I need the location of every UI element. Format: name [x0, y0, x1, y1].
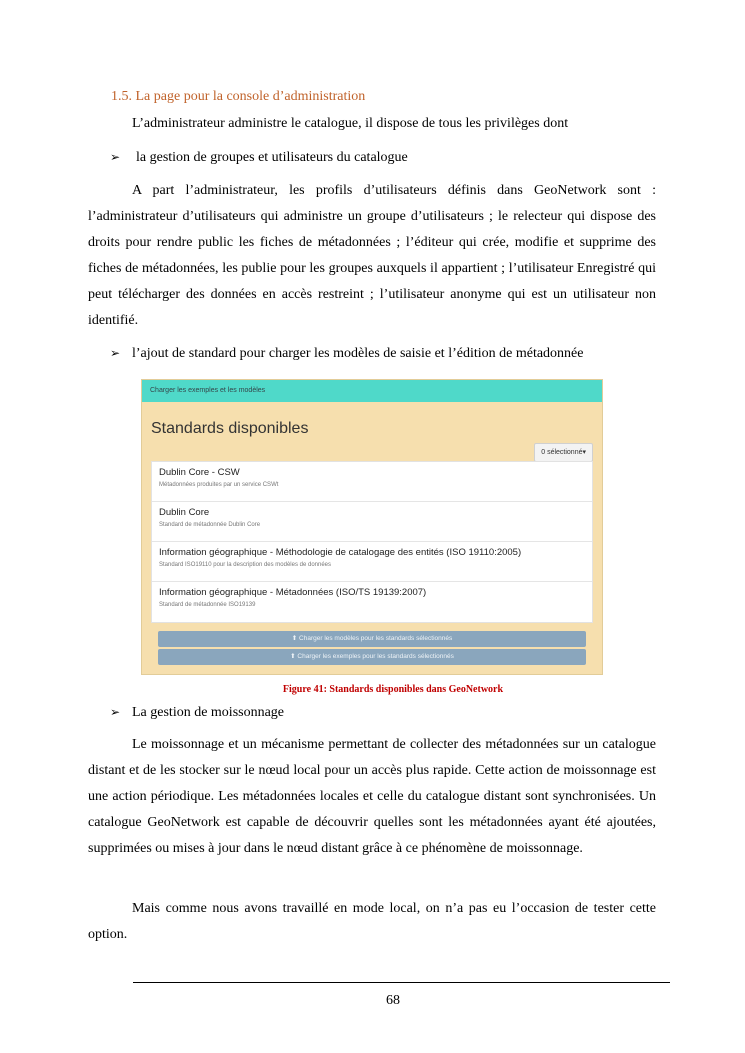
arrow-bullet-icon: ➢ — [110, 346, 121, 360]
standard-description: Standard ISO19110 pour la description des modèles de données — [159, 562, 332, 568]
local-paragraph — [88, 896, 656, 948]
arrow-bullet-icon: ➢ — [110, 705, 121, 719]
bullet-text: l’ajout de standard pour charger les modèles de saisie et l’édition de métadonnée — [132, 346, 584, 361]
profiles-text: A part l’administrateur, les profils d’utilisateurs définis dans GeoNetwork sont : l’administrateur d’utilisateurs qui administre un groupe d’utilisateurs ; le relecteur qui dispose des droits pour rendre public les fiches de métadonnées ; l’éditeur qui crée, modifie et supprime des fiches de métadonnées, les publie pour les groupes auxquels il appartient ; l’utilisateur Enregistré qui peut télécharger des données en accès restreint ; l’utilisateur anonyme qui est un utilisateur non identifié. — [88, 183, 656, 328]
harvest-text: Le moissonnage et un mécanisme permettant de collecter des métadonnées sur un catalogue distant et de les stocker sur le nœud local pour un accès plus rapide. Cette action de moissonnage est une action périodique. Les métadonnées locales et celle du catalogue distant sont synchronisées. Un catalogue GeoNetwork est capable de découvrir quelles sont les métadonnées ayant été ajoutées, supprimées ou mises à jour dans le nœud distant grâce à ce phénomène de moissonnage. — [88, 737, 656, 856]
standard-title: Dublin Core - CSW — [159, 467, 240, 478]
standard-title: Information géographique - Métadonnées (ISO/TS 19139:2007) — [159, 587, 427, 598]
standard-description: Métadonnées produites par un service CSWt — [159, 482, 279, 488]
standard-title: Information géographique - Méthodologie de catalogage des entités (ISO 19110:2005) — [159, 547, 522, 558]
harvest-paragraph — [88, 732, 656, 862]
arrow-bullet-icon: ➢ — [110, 150, 121, 164]
footer-rule — [133, 982, 670, 983]
local-text: Mais comme nous avons travaillé en mode local, on n’a pas eu l’occasion de tester cette option. — [88, 901, 656, 942]
screenshot-title: Standards disponibles — [151, 420, 309, 437]
standards-list — [151, 461, 593, 623]
list-item[interactable] — [152, 462, 592, 502]
bullet-text: la gestion de groupes et utilisateurs du catalogue — [136, 150, 408, 165]
upload-icon: ⬆ — [290, 653, 296, 660]
standard-title: Dublin Core — [159, 507, 210, 518]
profiles-paragraph — [88, 178, 656, 334]
figure-caption: Figure 41: Standards disponibles dans GeoNetwork — [282, 684, 504, 695]
load-models-button[interactable]: ⬆ Charger les modèles pour les standards sélectionnés — [158, 631, 586, 647]
bullet-groups — [110, 150, 408, 166]
intro-line: L’administrateur administre le catalogue, il dispose de tous les privilèges dont — [132, 116, 569, 131]
geonetwork-screenshot — [141, 379, 603, 675]
load-examples-button[interactable]: ⬆ Charger les exemples pour les standards sélectionnés — [158, 649, 586, 665]
bullet-harvest — [110, 705, 284, 721]
bullet-standards — [110, 346, 583, 362]
page-number: 68 — [386, 993, 400, 1008]
standard-description: Standard de métadonnée Dublin Core — [159, 522, 261, 528]
standard-description: Standard de métadonnée ISO19139 — [159, 602, 256, 608]
selection-dropdown[interactable]: 0 sélectionné▾ — [534, 443, 593, 462]
screenshot-header: Charger les exemples et les modèles — [142, 380, 602, 402]
upload-icon: ⬆ — [291, 635, 298, 642]
bullet-text: La gestion de moissonnage — [132, 705, 285, 720]
section-heading: 1.5. La page pour la console d’administration — [111, 89, 366, 104]
list-item[interactable] — [152, 582, 592, 622]
list-item[interactable] — [152, 502, 592, 542]
list-item[interactable] — [152, 542, 592, 582]
